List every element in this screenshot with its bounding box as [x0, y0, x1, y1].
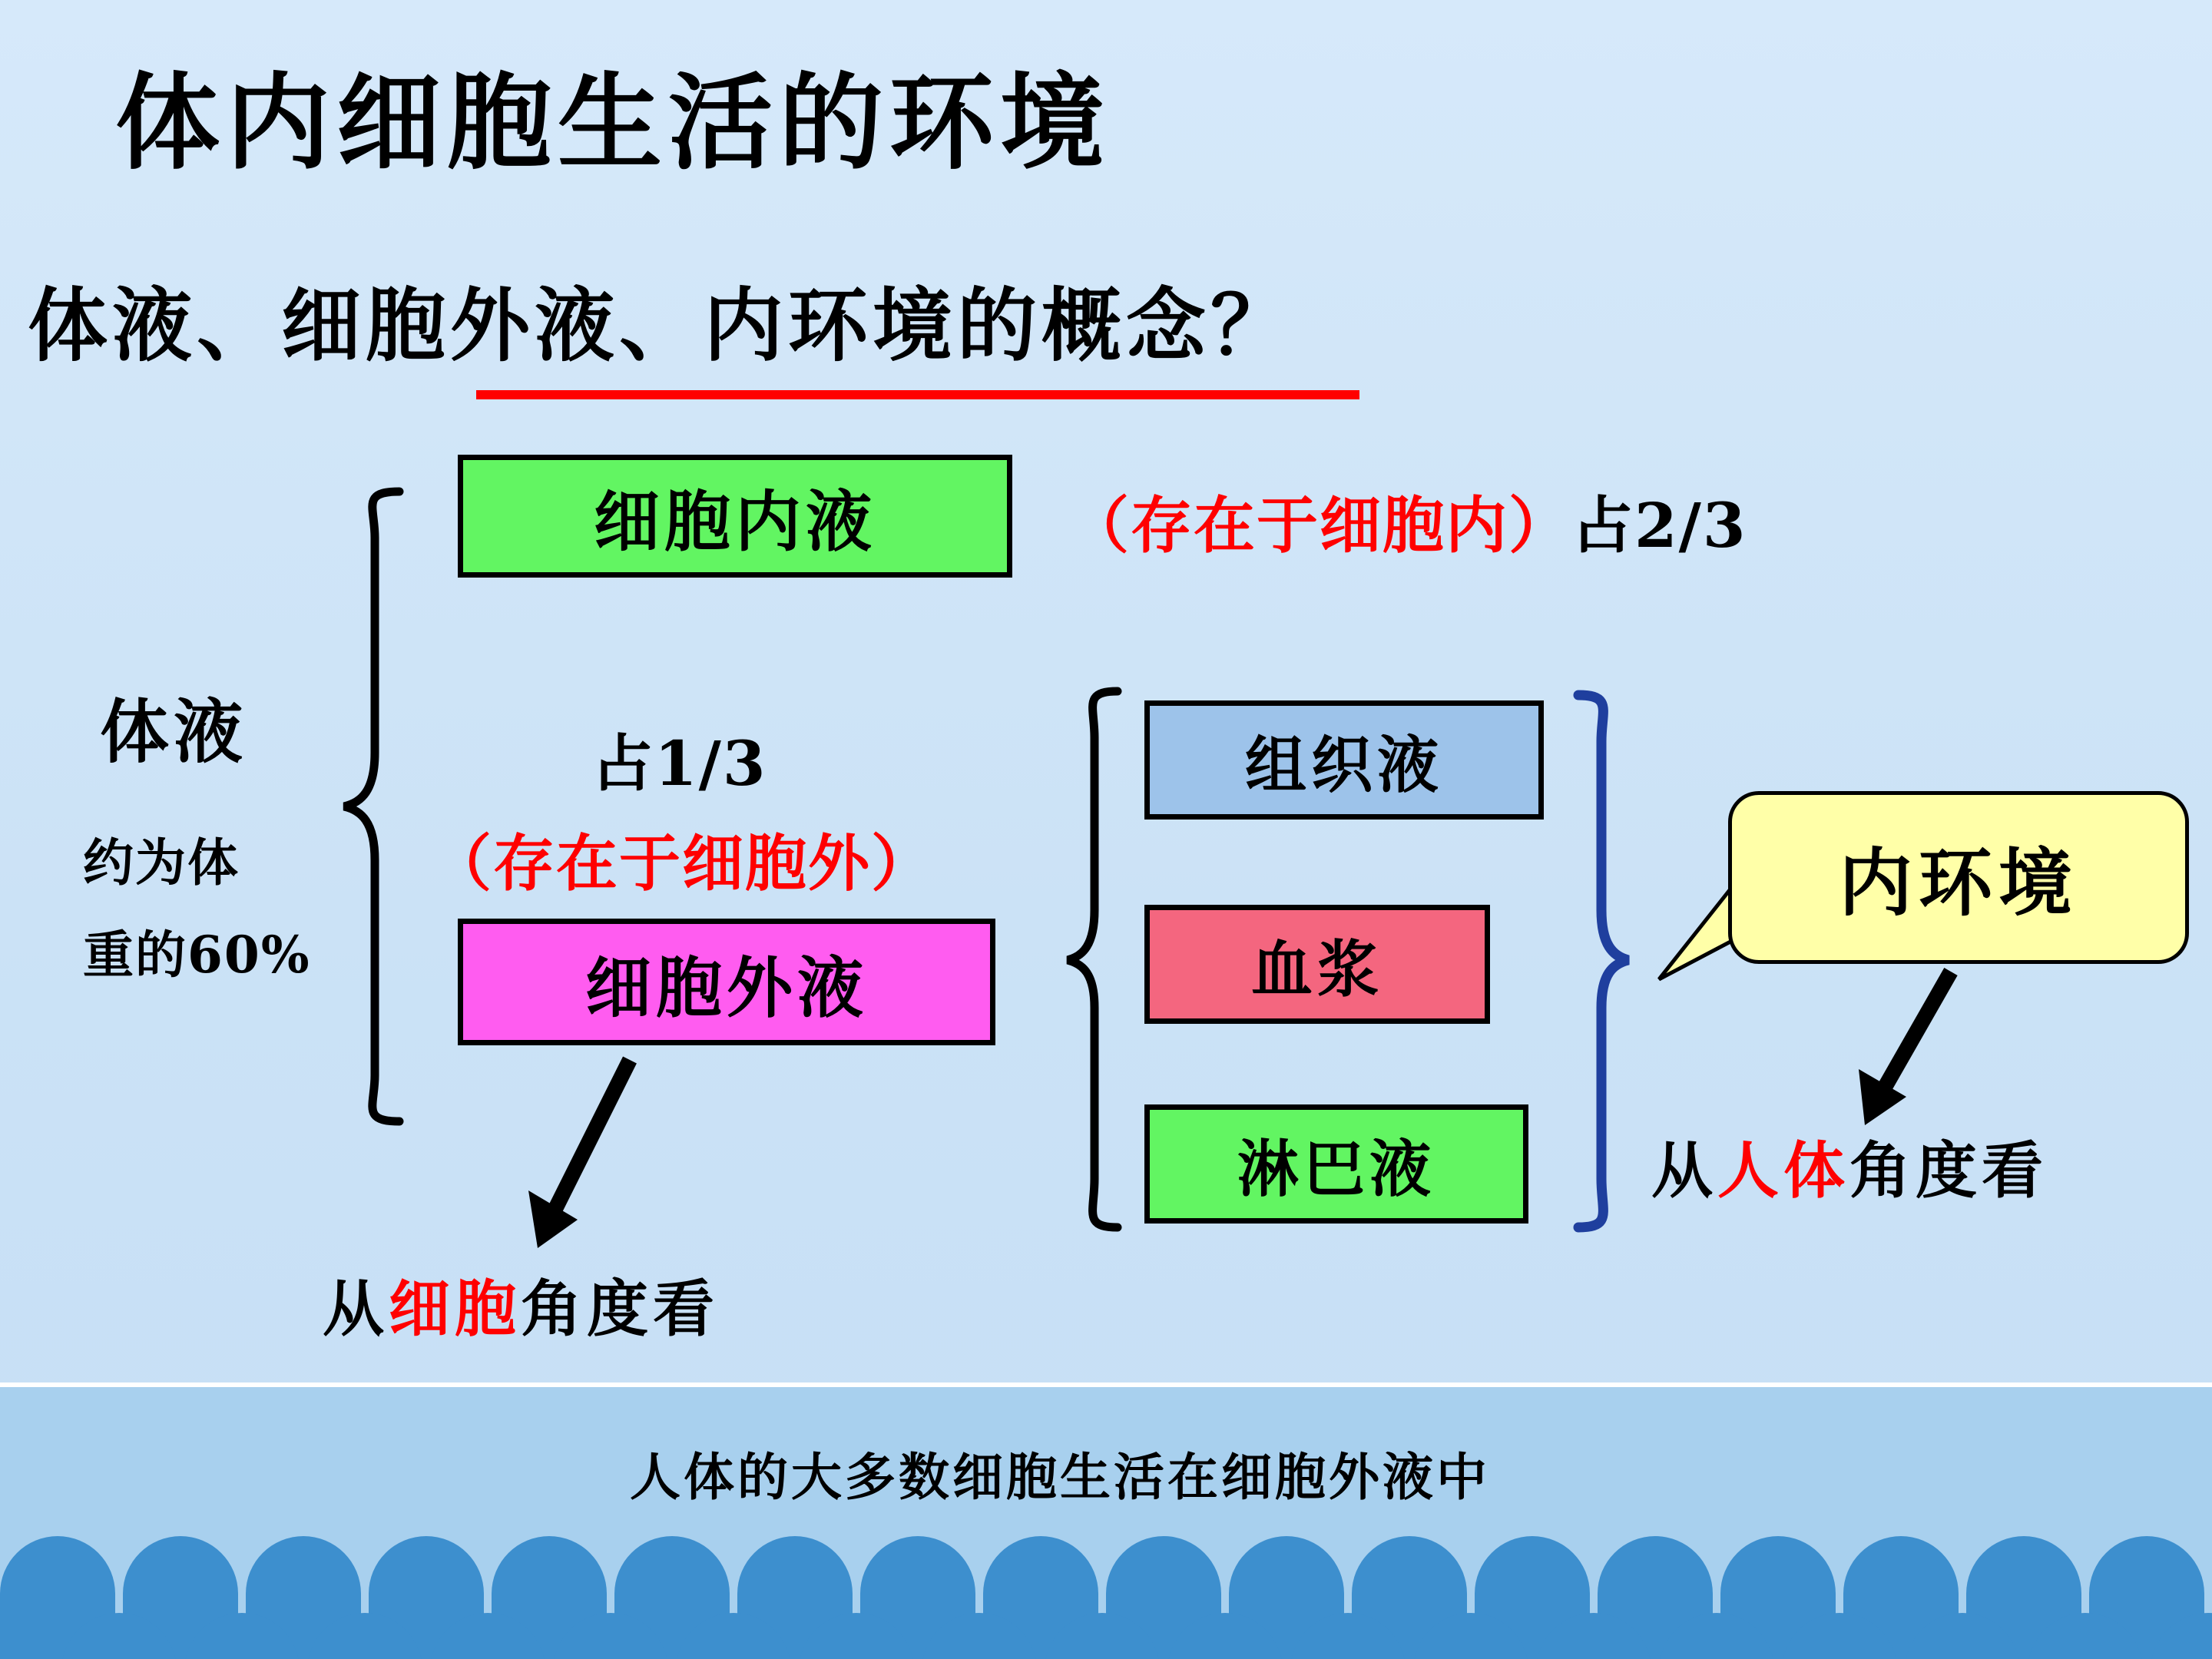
label-body-fluid: 体液: [100, 691, 247, 773]
band-divider: [0, 1382, 2212, 1387]
label-from-cell-perspective: [323, 1260, 719, 1348]
label-from-body-highlight: 人体: [1717, 1134, 1849, 1207]
note-intracellular: [1068, 476, 1747, 565]
label-body-fluid-sub2: 重的60%: [83, 925, 311, 985]
label-from-body-suffix: 角度看: [1849, 1134, 2048, 1207]
note-intracellular-red: （存在于细胞内）: [1068, 489, 1571, 561]
box-tissue-fluid: 组织液: [1144, 700, 1544, 820]
label-outside-cell-note: （存在于细胞外）: [430, 827, 934, 899]
label-from-body-prefix: 从: [1651, 1134, 1717, 1207]
label-one-third: 占1/3: [591, 727, 767, 800]
label-body-fluid-sub1: 约为体: [83, 833, 240, 892]
label-from-body-perspective: [1651, 1121, 2048, 1210]
subtitle: 体液、细胞外液、内环境的概念？: [28, 278, 1296, 373]
bottom-caption: 人体的大多数细胞生活在细胞外液中: [630, 1447, 1490, 1507]
box-extracellular-fluid: 细胞外液: [458, 919, 995, 1045]
note-intracellular-black: 占2/3: [1571, 489, 1747, 561]
label-from-cell-suffix: 角度看: [521, 1273, 719, 1345]
page-title: 体内细胞生活的环境: [115, 61, 1111, 184]
subtitle-underline: [476, 390, 1359, 399]
label-from-cell-prefix: 从: [323, 1273, 389, 1345]
box-lymph: 淋巴液: [1144, 1104, 1528, 1224]
label-from-cell-highlight: 细胞: [389, 1273, 521, 1345]
callout-internal-environment: 内环境: [1728, 791, 2189, 964]
box-plasma: 血浆: [1144, 905, 1490, 1024]
box-intracellular-fluid: 细胞内液: [458, 455, 1012, 578]
scallop-row-2: [0, 1613, 2212, 1659]
